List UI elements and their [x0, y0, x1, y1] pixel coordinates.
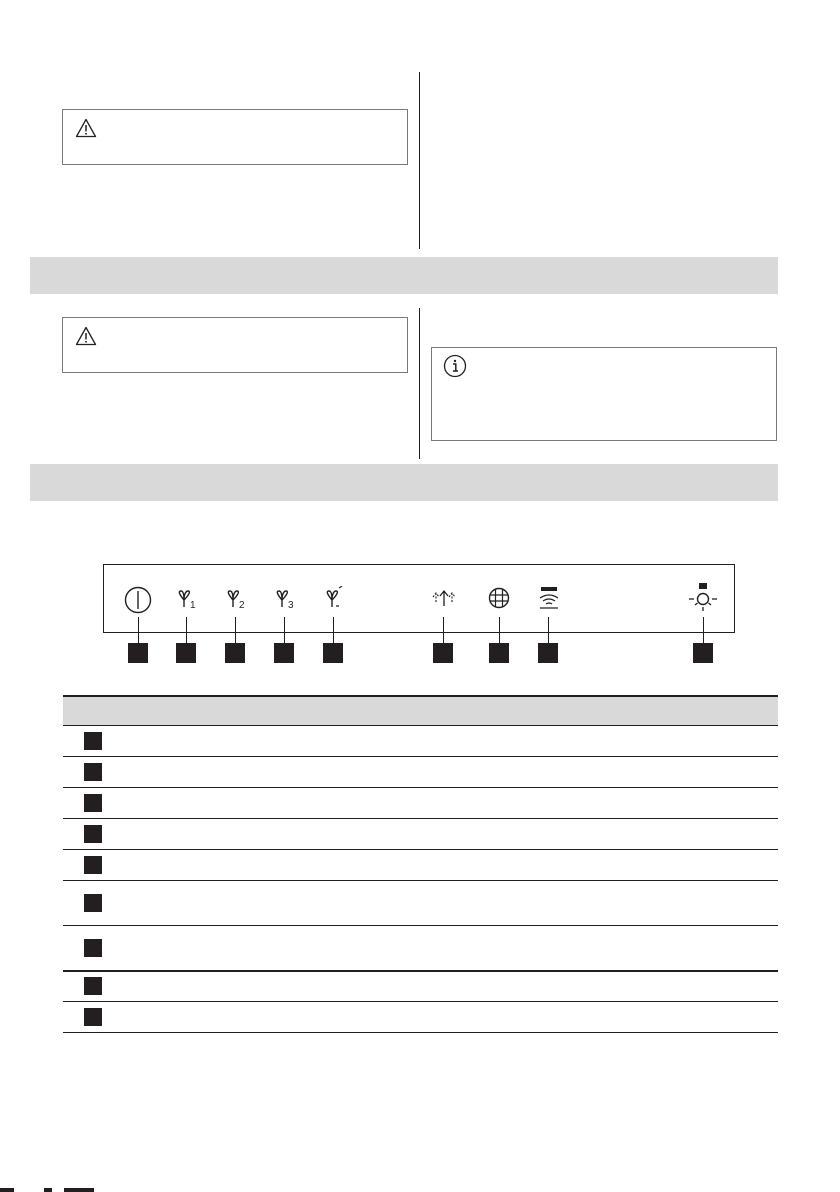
warning-triangle-icon [75, 118, 97, 138]
info-circle-icon [443, 354, 467, 378]
fan-speed-3-icon [273, 588, 297, 610]
leader-line [443, 617, 444, 645]
row-marker-4 [84, 825, 102, 843]
leader-line [333, 617, 334, 645]
column-divider-top [419, 72, 420, 249]
auto-mode-icon [431, 586, 457, 610]
table-row [63, 726, 778, 757]
leader-line [138, 617, 139, 645]
warning-box-middle [62, 317, 408, 373]
callout-marker-3 [225, 643, 245, 663]
row-marker-1 [84, 732, 102, 750]
callout-marker-5 [323, 643, 343, 663]
fan-speed-2-icon [224, 588, 248, 610]
svg-text:3: 3 [288, 600, 294, 610]
fan-boost-icon [321, 586, 347, 610]
callout-marker-6 [433, 643, 453, 663]
table-row [63, 971, 778, 1002]
section-header-band-1 [30, 257, 778, 294]
table-cell [63, 788, 778, 819]
row-marker-7 [84, 939, 102, 957]
fan-speed-1-icon [175, 588, 199, 610]
table-row [63, 850, 778, 881]
callout-marker-7 [489, 643, 509, 663]
table-row [63, 757, 778, 788]
row-marker-2 [84, 763, 102, 781]
row-marker-9 [84, 1008, 102, 1026]
callout-marker-4 [274, 643, 294, 663]
section-header-band-2 [30, 464, 778, 501]
table-row [63, 788, 778, 819]
leader-line [703, 617, 704, 645]
table-cell [63, 850, 778, 881]
page-edge-mark [44, 1188, 52, 1192]
row-marker-8 [84, 977, 102, 995]
table-cell [63, 971, 778, 1002]
info-box [431, 347, 777, 441]
table-cell [63, 757, 778, 788]
callout-marker-2 [176, 643, 196, 663]
control-reference-table [63, 695, 778, 1033]
table-header-row [63, 696, 778, 726]
leader-line [284, 617, 285, 645]
column-divider-middle [419, 308, 420, 459]
callout-marker-1 [128, 643, 148, 663]
power-icon [123, 585, 153, 615]
table-cell [63, 881, 778, 926]
warning-triangle-icon [75, 326, 97, 346]
table-header-cell [63, 696, 778, 726]
leader-line [186, 617, 187, 645]
row-marker-6 [84, 894, 102, 912]
hob2hood-icon [537, 585, 561, 611]
svg-text:2: 2 [239, 600, 245, 610]
warning-box-top [62, 109, 408, 165]
callout-marker-9 [693, 643, 713, 663]
table-cell [63, 726, 778, 757]
row-marker-5 [84, 856, 102, 874]
callout-marker-8 [538, 643, 558, 663]
table-row [63, 1002, 778, 1033]
grease-filter-icon [488, 587, 510, 609]
table-row [63, 926, 778, 971]
table-row [63, 819, 778, 850]
table-row [63, 881, 778, 926]
table-cell [63, 819, 778, 850]
leader-line [548, 617, 549, 645]
row-marker-3 [84, 794, 102, 812]
page-edge-mark [0, 1188, 14, 1192]
light-icon [688, 582, 718, 612]
leader-line [235, 617, 236, 645]
leader-line [499, 617, 500, 645]
table-cell [63, 926, 778, 971]
table-cell [63, 1002, 778, 1033]
svg-text:1: 1 [190, 600, 196, 610]
page-edge-mark [64, 1188, 94, 1192]
